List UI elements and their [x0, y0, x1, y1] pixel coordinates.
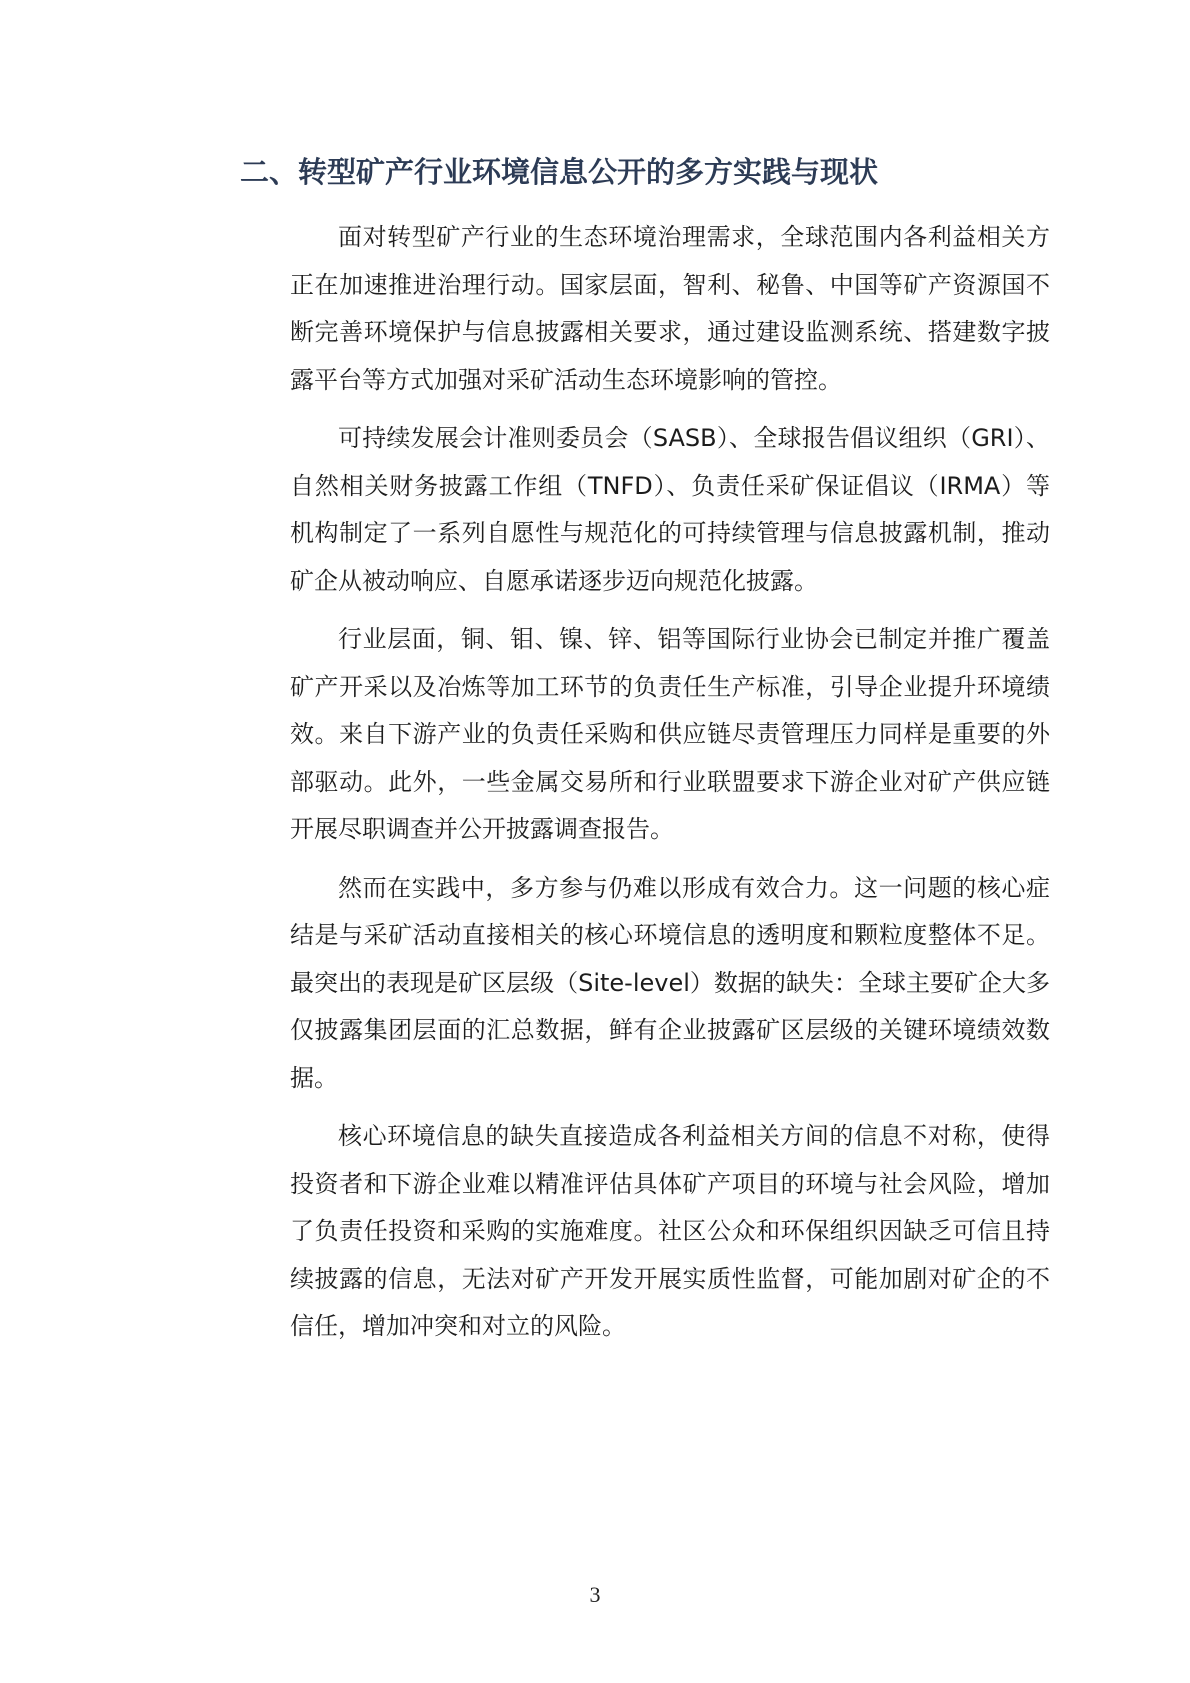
paragraph: 核心环境信息的缺失直接造成各利益相关方间的信息不对称，使得投资者和下游企业难以精准评估具体矿产项目的环境与社会风险，增加了负责任投资和采购的实施难度。社区公众和环保组织因缺乏可信且持续披露的信息，无法对矿产开发开展实质性监督，可能加剧对矿企的不信任，增加冲突和对立的风险。: [290, 1122, 1050, 1340]
body-text: [290, 214, 1050, 1362]
paragraph: 然而在实践中，多方参与仍难以形成有效合力。这一问题的核心症结是与采矿活动直接相关的核心环境信息的透明度和颗粒度整体不足。最突出的表现是矿区层级（Site-level）数据的缺失：全球主要矿企大多仅披露集团层面的汇总数据，鲜有企业披露矿区层级的关键环境绩效数据。: [290, 873, 1050, 1092]
page-number: 3: [589, 1582, 601, 1607]
paragraph: 可持续发展会计准则委员会（SASB）、全球报告倡议组织（GRI）、自然相关财务披露工作组（TNFD）、负责任采矿保证倡议（IRMA）等机构制定了一系列自愿性与规范化的可持续管理与信息披露机制，推动矿企从被动响应、自愿承诺逐步迈向规范化披露。: [290, 424, 1050, 595]
section-title: 二、转型矿产行业环境信息公开的多方实践与现状: [239, 155, 878, 189]
paragraph: 行业层面，铜、钼、镍、锌、铝等国际行业协会已制定并推广覆盖矿产开采以及冶炼等加工环节的负责任生产标准，引导企业提升环境绩效。来自下游产业的负责任采购和供应链尽责管理压力同样是重要的外部驱动。此外，一些金属交易所和行业联盟要求下游企业对矿产供应链开展尽职调查并公开披露调查报告。: [290, 625, 1050, 843]
paragraph: 面对转型矿产行业的生态环境治理需求，全球范围内各利益相关方正在加速推进治理行动。国家层面，智利、秘鲁、中国等矿产资源国不断完善环境保护与信息披露相关要求，通过建设监测系统、搭建数字披露平台等方式加强对采矿活动生态环境影响的管控。: [290, 223, 1050, 394]
